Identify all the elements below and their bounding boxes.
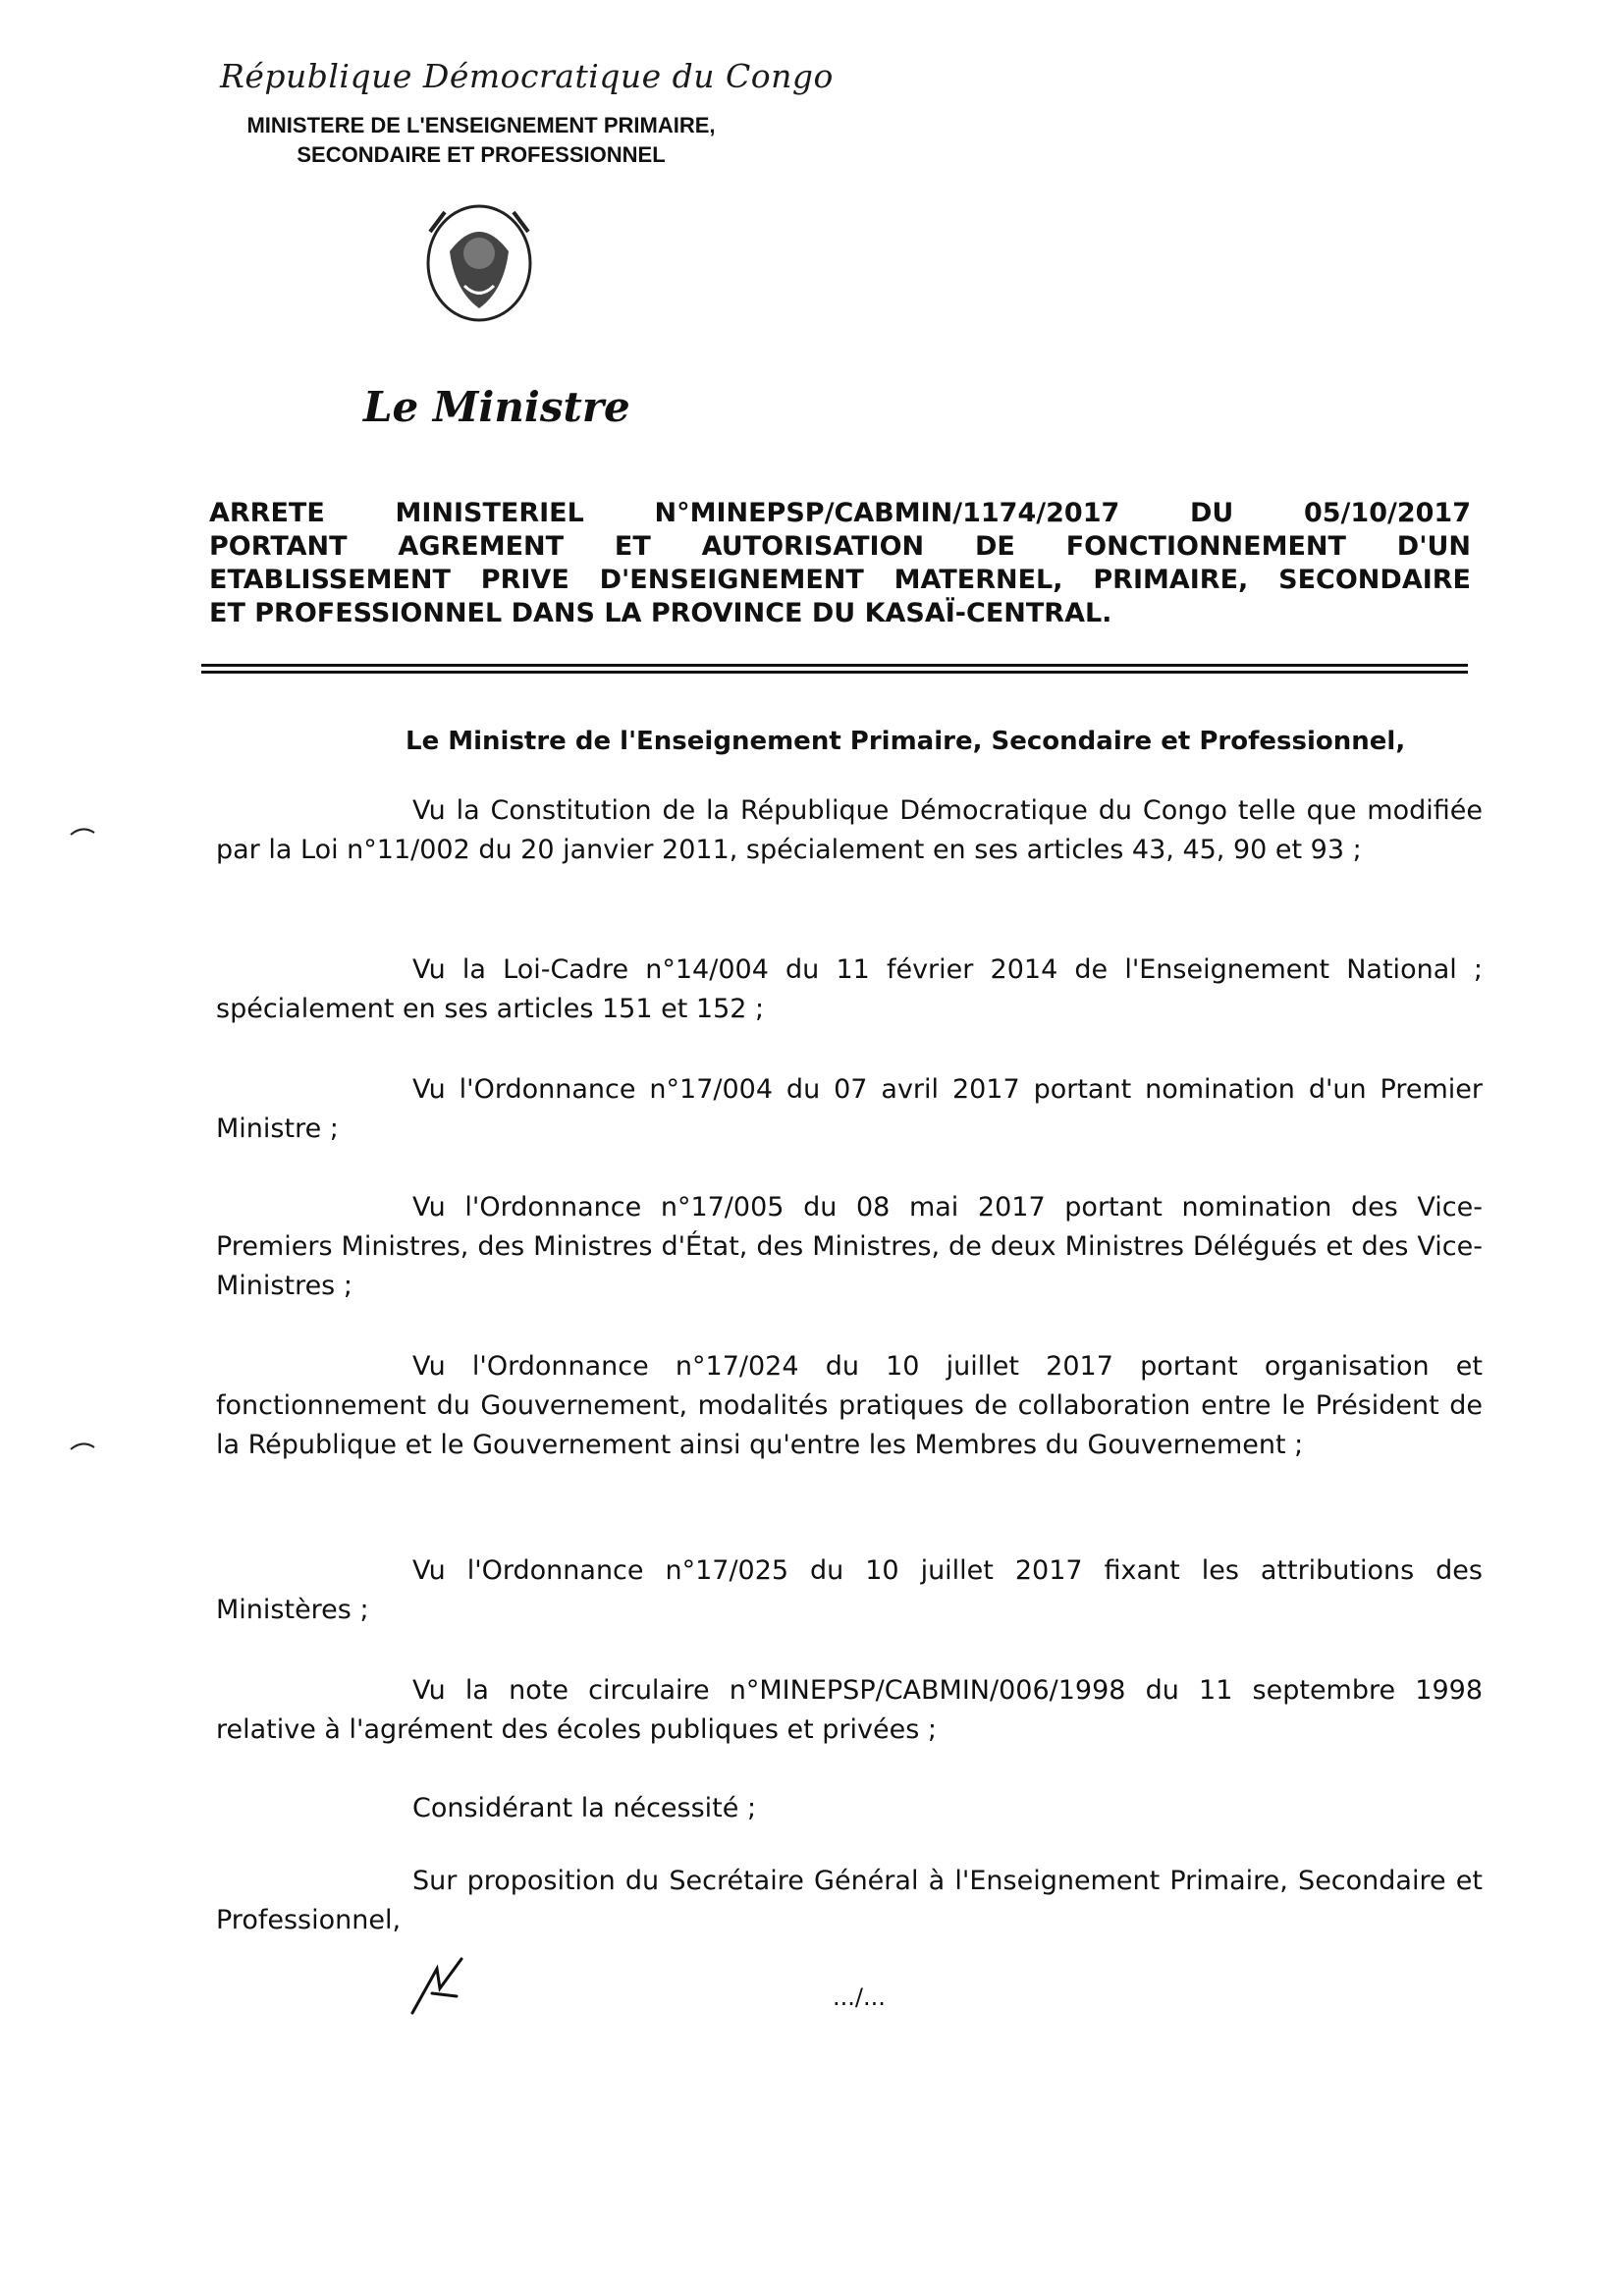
- paragraph-loi-cadre: Vu la Loi-Cadre n°14/004 du 11 février 2014 de l'Enseignement National ; spécialement en ses articles 151 et 152 ;: [216, 954, 1483, 1024]
- title-line-1: ARRETE MINISTERIEL N°MINEPSP/CABMIN/1174/2017 DU 05/10/2017: [209, 498, 1471, 528]
- paragraph-considerant: Considérant la nécessité ;: [412, 1793, 757, 1823]
- republic-heading: République Démocratique du Congo: [220, 57, 834, 95]
- paragraph-note-circulaire: Vu la note circulaire n°MINEPSP/CABMIN/006/1998 du 11 septembre 1998 relative à l'agrément des écoles publiques et privées ;: [216, 1675, 1483, 1745]
- title-line-2: PORTANT AGREMENT ET AUTORISATION DE FONCTIONNEMENT D'UN: [209, 531, 1471, 562]
- title-divider-bottom: [201, 671, 1468, 674]
- paragraph-proposition: Sur proposition du Secrétaire Général à l'Enseignement Primaire, Secondaire et Professionnel,: [216, 1866, 1483, 1935]
- ministry-line-1: MINISTERE DE L'ENSEIGNEMENT PRIMAIRE,: [246, 113, 716, 137]
- margin-punch-mark: [69, 1440, 96, 1451]
- ministry-name: [196, 111, 766, 170]
- initials-signature: [403, 1949, 471, 2018]
- title-line-4: ET PROFESSIONNEL DANS LA PROVINCE DU KASAÏ-CENTRAL.: [209, 598, 1112, 628]
- coat-of-arms-emblem: [410, 192, 548, 330]
- paragraph-ordonnance-024: Vu l'Ordonnance n°17/024 du 10 juillet 2017 portant organisation et fonctionnement du Gouvernement, modalités pratiques de collaboration entre le Président de la République et le Gouvernement ainsi qu'entre les Membres du Gouvernement ;: [216, 1351, 1483, 1460]
- paragraph-constitution: Vu la Constitution de la République Démocratique du Congo telle que modifiée par la Loi n°11/002 du 20 janvier 2011, spécialement en ses articles 43, 45, 90 et 93 ;: [216, 795, 1483, 865]
- minister-heading: Le Ministre de l'Enseignement Primaire, Secondaire et Professionnel,: [406, 727, 1406, 756]
- title-line-3: ETABLISSEMENT PRIVE D'ENSEIGNEMENT MATERNEL, PRIMAIRE, SECONDAIRE: [209, 565, 1471, 595]
- ministry-line-2: SECONDAIRE ET PROFESSIONNEL: [297, 142, 666, 167]
- title-divider-top: [201, 664, 1468, 667]
- page-continuation-mark: .../...: [833, 1983, 886, 2011]
- paragraph-ordonnance-005: Vu l'Ordonnance n°17/005 du 08 mai 2017 portant nomination des Vice-Premiers Ministres, des Ministres d'État, des Ministres, de deux Ministres Délégués et des Vice-Ministres ;: [216, 1192, 1483, 1301]
- decree-title: [209, 497, 1471, 630]
- margin-punch-mark: [69, 825, 96, 837]
- paragraph-ordonnance-025: Vu l'Ordonnance n°17/025 du 10 juillet 2017 fixant les attributions des Ministères ;: [216, 1555, 1483, 1625]
- paragraph-ordonnance-004: Vu l'Ordonnance n°17/004 du 07 avril 2017 portant nomination d'un Premier Ministre ;: [216, 1074, 1483, 1144]
- minister-signature-title: Le Ministre: [363, 383, 630, 431]
